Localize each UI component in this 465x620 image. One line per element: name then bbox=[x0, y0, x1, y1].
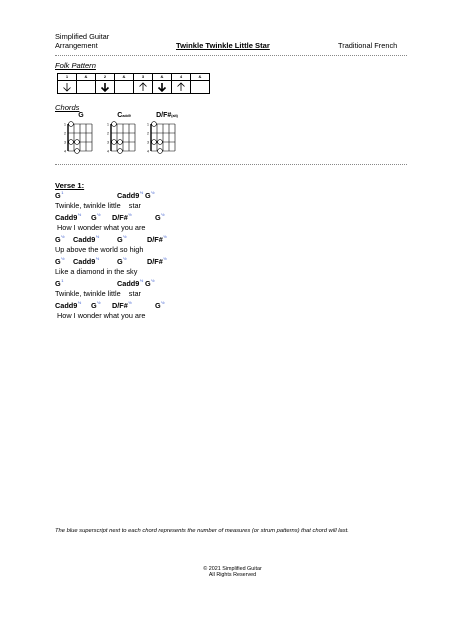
up-strum-arrow-icon bbox=[134, 80, 152, 93]
lyric-line: How I wonder what you are bbox=[55, 311, 146, 320]
chord-label: D/F# bbox=[147, 235, 163, 244]
beat-count: ½ bbox=[123, 234, 127, 239]
brand-line-1: Simplified Guitar bbox=[55, 32, 110, 41]
chord-symbol bbox=[145, 279, 155, 288]
strum-cell bbox=[58, 74, 77, 93]
chord-label: Cadd9 bbox=[55, 301, 78, 310]
strum-cell bbox=[115, 74, 134, 93]
beat-count: ½ bbox=[139, 190, 144, 195]
chord-label: G bbox=[117, 235, 123, 244]
lyric-line: Like a diamond in the sky bbox=[55, 267, 138, 276]
chord-name-g: G bbox=[78, 112, 84, 119]
chord-label: G bbox=[155, 301, 161, 310]
strum-count: 4 bbox=[172, 74, 190, 81]
chord-symbol bbox=[117, 191, 143, 200]
beat-count: 1 bbox=[61, 278, 64, 283]
strum-count: & bbox=[77, 74, 95, 81]
beat-count: ½ bbox=[163, 256, 167, 261]
song-title: Twinkle Twinkle Little Star bbox=[176, 41, 270, 50]
strum-cell bbox=[134, 74, 153, 93]
chord-diagram-2 bbox=[147, 122, 175, 154]
beat-count: ½ bbox=[97, 300, 101, 305]
chord-label: G bbox=[55, 279, 61, 288]
chord-label: G bbox=[55, 191, 61, 200]
chord-label: G bbox=[155, 213, 161, 222]
chord-symbol bbox=[55, 235, 65, 244]
beat-count: ½ bbox=[77, 212, 82, 217]
svg-text:3: 3 bbox=[147, 140, 149, 145]
chord-label: G bbox=[117, 257, 123, 266]
strum-count: 3 bbox=[134, 74, 152, 81]
beat-count: ½ bbox=[61, 234, 65, 239]
beat-count: ½ bbox=[123, 256, 127, 261]
lyric-line: Up above the world so high bbox=[55, 245, 144, 254]
chord-diagram-1 bbox=[107, 122, 135, 154]
chord-label: D/F# bbox=[112, 301, 128, 310]
strum-cell bbox=[77, 74, 96, 93]
chord-label: Cadd9 bbox=[117, 279, 140, 288]
chord-symbol bbox=[117, 257, 127, 266]
chord-symbol bbox=[112, 301, 132, 310]
down-strum-arrow-icon bbox=[153, 80, 171, 93]
chord-symbol bbox=[73, 257, 99, 266]
beat-count: 1 bbox=[61, 190, 64, 195]
lyric-line: How I wonder what you are bbox=[55, 223, 146, 232]
beat-count: ½ bbox=[77, 300, 82, 305]
verse-heading: Verse 1: bbox=[55, 181, 85, 190]
chord-label: G bbox=[145, 279, 151, 288]
header-divider bbox=[55, 55, 407, 56]
lyric-line: Twinkle, twinkle little star bbox=[55, 289, 141, 298]
svg-text:2: 2 bbox=[64, 131, 66, 136]
beat-count: ½ bbox=[128, 300, 132, 305]
beat-count: ½ bbox=[151, 278, 155, 283]
svg-text:3: 3 bbox=[64, 140, 66, 145]
beat-count: ½ bbox=[97, 212, 101, 217]
strum-count: & bbox=[191, 74, 209, 81]
chord-label: G bbox=[145, 191, 151, 200]
copyright-line: © 2021 Simplified Guitar bbox=[203, 566, 262, 572]
chord-symbol bbox=[147, 257, 167, 266]
svg-text:1: 1 bbox=[147, 122, 149, 127]
chord-name-cadd9: Cadd9 bbox=[117, 112, 131, 119]
chord-label: Cadd9 bbox=[73, 235, 96, 244]
svg-text:1: 1 bbox=[64, 122, 66, 127]
chord-symbol bbox=[55, 213, 81, 222]
chord-symbol bbox=[55, 279, 63, 288]
strum-count: & bbox=[115, 74, 133, 81]
chord-label: G bbox=[91, 301, 97, 310]
svg-text:4: 4 bbox=[64, 149, 66, 154]
chord-symbol bbox=[147, 235, 167, 244]
svg-text:2: 2 bbox=[107, 131, 109, 136]
chord-symbol bbox=[145, 191, 155, 200]
chord-label: Cadd9 bbox=[73, 257, 96, 266]
strum-cell bbox=[191, 74, 209, 93]
chord-label: G bbox=[91, 213, 97, 222]
strum-pattern-heading: Folk Pattern bbox=[55, 61, 96, 70]
chord-symbol bbox=[117, 279, 143, 288]
beat-count: ½ bbox=[95, 234, 100, 239]
rights-line: All Rights Reserved bbox=[208, 572, 257, 578]
svg-text:4: 4 bbox=[107, 149, 109, 154]
lyric-line: Twinkle, twinkle little star bbox=[55, 201, 141, 210]
svg-text:3: 3 bbox=[107, 140, 109, 145]
strum-pattern-grid bbox=[57, 73, 210, 94]
up-strum-arrow-icon bbox=[172, 80, 190, 93]
svg-text:2: 2 bbox=[147, 131, 149, 136]
beat-count: ½ bbox=[161, 300, 165, 305]
beat-count: ½ bbox=[95, 256, 100, 261]
down-strum-arrow-icon bbox=[58, 80, 76, 93]
chords-heading: Chords bbox=[55, 103, 80, 112]
down-strum-arrow-icon bbox=[96, 80, 114, 93]
chord-symbol bbox=[155, 213, 165, 222]
chord-symbol bbox=[91, 301, 101, 310]
svg-text:4: 4 bbox=[147, 149, 149, 154]
chord-diagrams bbox=[58, 120, 198, 158]
brand-line-2: Arrangement bbox=[55, 41, 98, 50]
strum-count: 1 bbox=[58, 74, 76, 81]
chord-label: D/F# bbox=[147, 257, 163, 266]
beats-footnote: The blue superscript next to each chord represents the number of measures (or strum patterns) that chord will last. bbox=[55, 528, 349, 534]
strum-count: 2 bbox=[96, 74, 114, 81]
strum-cell bbox=[96, 74, 115, 93]
chord-symbol bbox=[55, 257, 65, 266]
song-origin: Traditional French bbox=[338, 41, 398, 50]
chord-symbol bbox=[112, 213, 132, 222]
chord-label: Cadd9 bbox=[55, 213, 78, 222]
chord-label: G bbox=[55, 257, 61, 266]
svg-text:1: 1 bbox=[107, 122, 109, 127]
beat-count: ½ bbox=[139, 278, 144, 283]
chord-symbol bbox=[55, 301, 81, 310]
beat-count: ½ bbox=[163, 234, 167, 239]
chords-divider bbox=[55, 164, 407, 165]
beat-count: ½ bbox=[61, 256, 65, 261]
chord-symbol bbox=[55, 191, 63, 200]
chord-label: G bbox=[55, 235, 61, 244]
chord-diagram-0 bbox=[64, 122, 92, 154]
chord-label: Cadd9 bbox=[117, 191, 140, 200]
strum-count: & bbox=[153, 74, 171, 81]
strum-cell bbox=[153, 74, 172, 93]
chord-symbol bbox=[73, 235, 99, 244]
chord-name-dfsharp: D/F#(alt) bbox=[156, 112, 178, 119]
chord-symbol bbox=[117, 235, 127, 244]
beat-count: ½ bbox=[161, 212, 165, 217]
chord-label: D/F# bbox=[112, 213, 128, 222]
beat-count: ½ bbox=[151, 190, 155, 195]
chord-symbol bbox=[155, 301, 165, 310]
strum-cell bbox=[172, 74, 191, 93]
chord-symbol bbox=[91, 213, 101, 222]
beat-count: ½ bbox=[128, 212, 132, 217]
